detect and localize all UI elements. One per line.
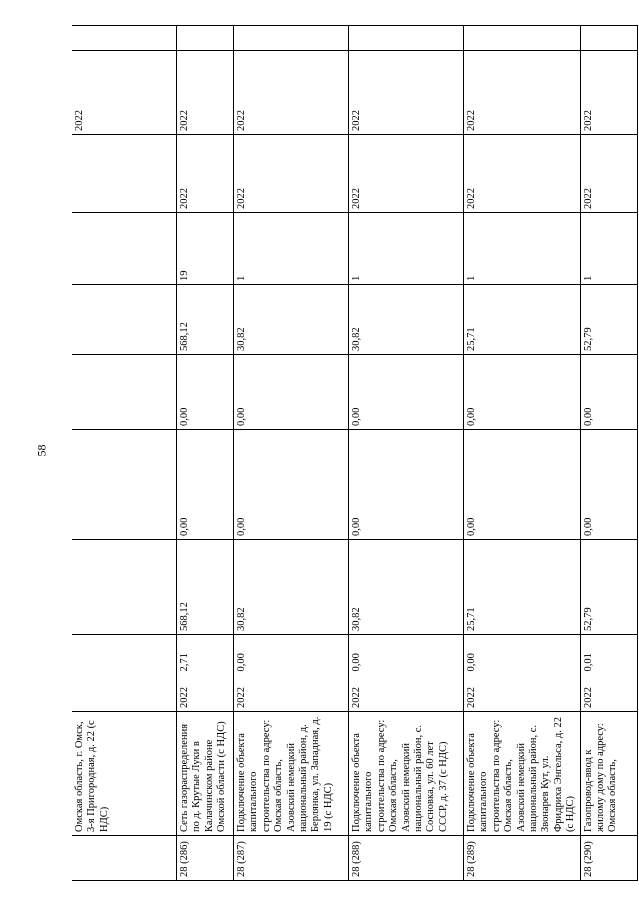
- value-cell-1: 0,01: [580, 635, 637, 675]
- value-cell-5: 30,82: [349, 285, 464, 355]
- rotated-table-frame: [72, 26, 619, 881]
- row-number-cell: 28 (289): [464, 836, 581, 881]
- table-row: [72, 26, 177, 881]
- value-cell-6: 1: [349, 213, 464, 285]
- trailing-cell: [177, 26, 234, 51]
- year-cell-2: 2022: [464, 135, 581, 213]
- trailing-cell: [72, 26, 177, 51]
- value-cell-5: 25,71: [464, 285, 581, 355]
- value-cell-2: 30,82: [349, 540, 464, 635]
- value-cell-4: 0,00: [177, 355, 234, 430]
- value-cell-1: [72, 635, 177, 675]
- year-cell-3: 2022: [580, 51, 637, 135]
- row-number-cell: 28 (288): [349, 836, 464, 881]
- value-cell-1: 0,00: [349, 635, 464, 675]
- year-cell: 2022: [464, 675, 581, 712]
- object-name-cell: Подключение объекта капитального строительства по адресу: Омская область, Азовский немецкий национальный район, д. Берлянка, ул. Западная, д. 19 (с НДС): [234, 712, 349, 836]
- value-cell-3: 0,00: [234, 430, 349, 540]
- year-cell-2: 2022: [349, 135, 464, 213]
- landscape-table-container: [72, 26, 619, 881]
- year-cell-2: 2022: [234, 135, 349, 213]
- value-cell-3: 0,00: [349, 430, 464, 540]
- value-cell-2: 30,82: [234, 540, 349, 635]
- value-cell-4: 0,00: [580, 355, 637, 430]
- table-row: [349, 26, 464, 881]
- value-cell-6: 1: [580, 213, 637, 285]
- value-cell-6: [72, 213, 177, 285]
- object-name-cell: Газопровод-ввод к жилому дому по адресу: Омская область,: [580, 712, 637, 836]
- year-cell-2: 2022: [580, 135, 637, 213]
- object-name-cell: Омская область, г. Омск, 3-я Пригородная, д. 22 (с НДС): [72, 712, 177, 836]
- object-name-cell: Подключение объекта капитального строительства по адресу: Омская область, Азовский немецкий национальный район, с. Звонарев Кут, ул. Фридриха Энгельса, д. 22 (с НДС): [464, 712, 581, 836]
- table-row: [177, 26, 234, 881]
- value-cell-4: 0,00: [234, 355, 349, 430]
- year-cell: [72, 675, 177, 712]
- value-cell-6: 1: [234, 213, 349, 285]
- trailing-cell: [464, 26, 581, 51]
- year-cell-3: 2022: [72, 51, 177, 135]
- value-cell-2: 568,12: [177, 540, 234, 635]
- value-cell-1: 2,71: [177, 635, 234, 675]
- data-table: [72, 25, 638, 881]
- year-cell-3: 2022: [234, 51, 349, 135]
- value-cell-5: 30,82: [234, 285, 349, 355]
- year-cell-2: 2022: [177, 135, 234, 213]
- table-row: [234, 26, 349, 881]
- year-cell-3: 2022: [349, 51, 464, 135]
- row-number-cell: 28 (286): [177, 836, 234, 881]
- year-cell-3: 2022: [177, 51, 234, 135]
- page-number: 58: [34, 444, 49, 457]
- object-name-cell: Подключение объекта капитального строительства по адресу: Омская область, Азовский немецкий национальный район, с. Сосновка, ул. 60 лет СССР, д. 37 (с НДС): [349, 712, 464, 836]
- value-cell-4: [72, 355, 177, 430]
- value-cell-3: 0,00: [177, 430, 234, 540]
- year-cell-2: [72, 135, 177, 213]
- trailing-cell: [580, 26, 637, 51]
- table-row: [580, 26, 637, 881]
- year-cell: 2022: [234, 675, 349, 712]
- value-cell-5: [72, 285, 177, 355]
- value-cell-2: 52,79: [580, 540, 637, 635]
- row-number-cell: 28 (290): [580, 836, 637, 881]
- year-cell: 2022: [580, 675, 637, 712]
- year-cell: 2022: [177, 675, 234, 712]
- year-cell: 2022: [349, 675, 464, 712]
- value-cell-1: 0,00: [234, 635, 349, 675]
- value-cell-2: 25,71: [464, 540, 581, 635]
- table-row: [464, 26, 581, 881]
- value-cell-3: [72, 430, 177, 540]
- value-cell-4: 0,00: [349, 355, 464, 430]
- trailing-cell: [234, 26, 349, 51]
- value-cell-6: 19: [177, 213, 234, 285]
- trailing-cell: [349, 26, 464, 51]
- value-cell-1: 0,00: [464, 635, 581, 675]
- value-cell-2: [72, 540, 177, 635]
- row-number-cell: [72, 836, 177, 881]
- value-cell-6: 1: [464, 213, 581, 285]
- value-cell-3: 0,00: [464, 430, 581, 540]
- row-number-cell: 28 (287): [234, 836, 349, 881]
- value-cell-3: 0,00: [580, 430, 637, 540]
- value-cell-5: 52,79: [580, 285, 637, 355]
- object-name-cell: Сеть газораспределения по д. Крутые Луки в Калачинском районе Омской области (с НДС): [177, 712, 234, 836]
- value-cell-4: 0,00: [464, 355, 581, 430]
- value-cell-5: 568,12: [177, 285, 234, 355]
- year-cell-3: 2022: [464, 51, 581, 135]
